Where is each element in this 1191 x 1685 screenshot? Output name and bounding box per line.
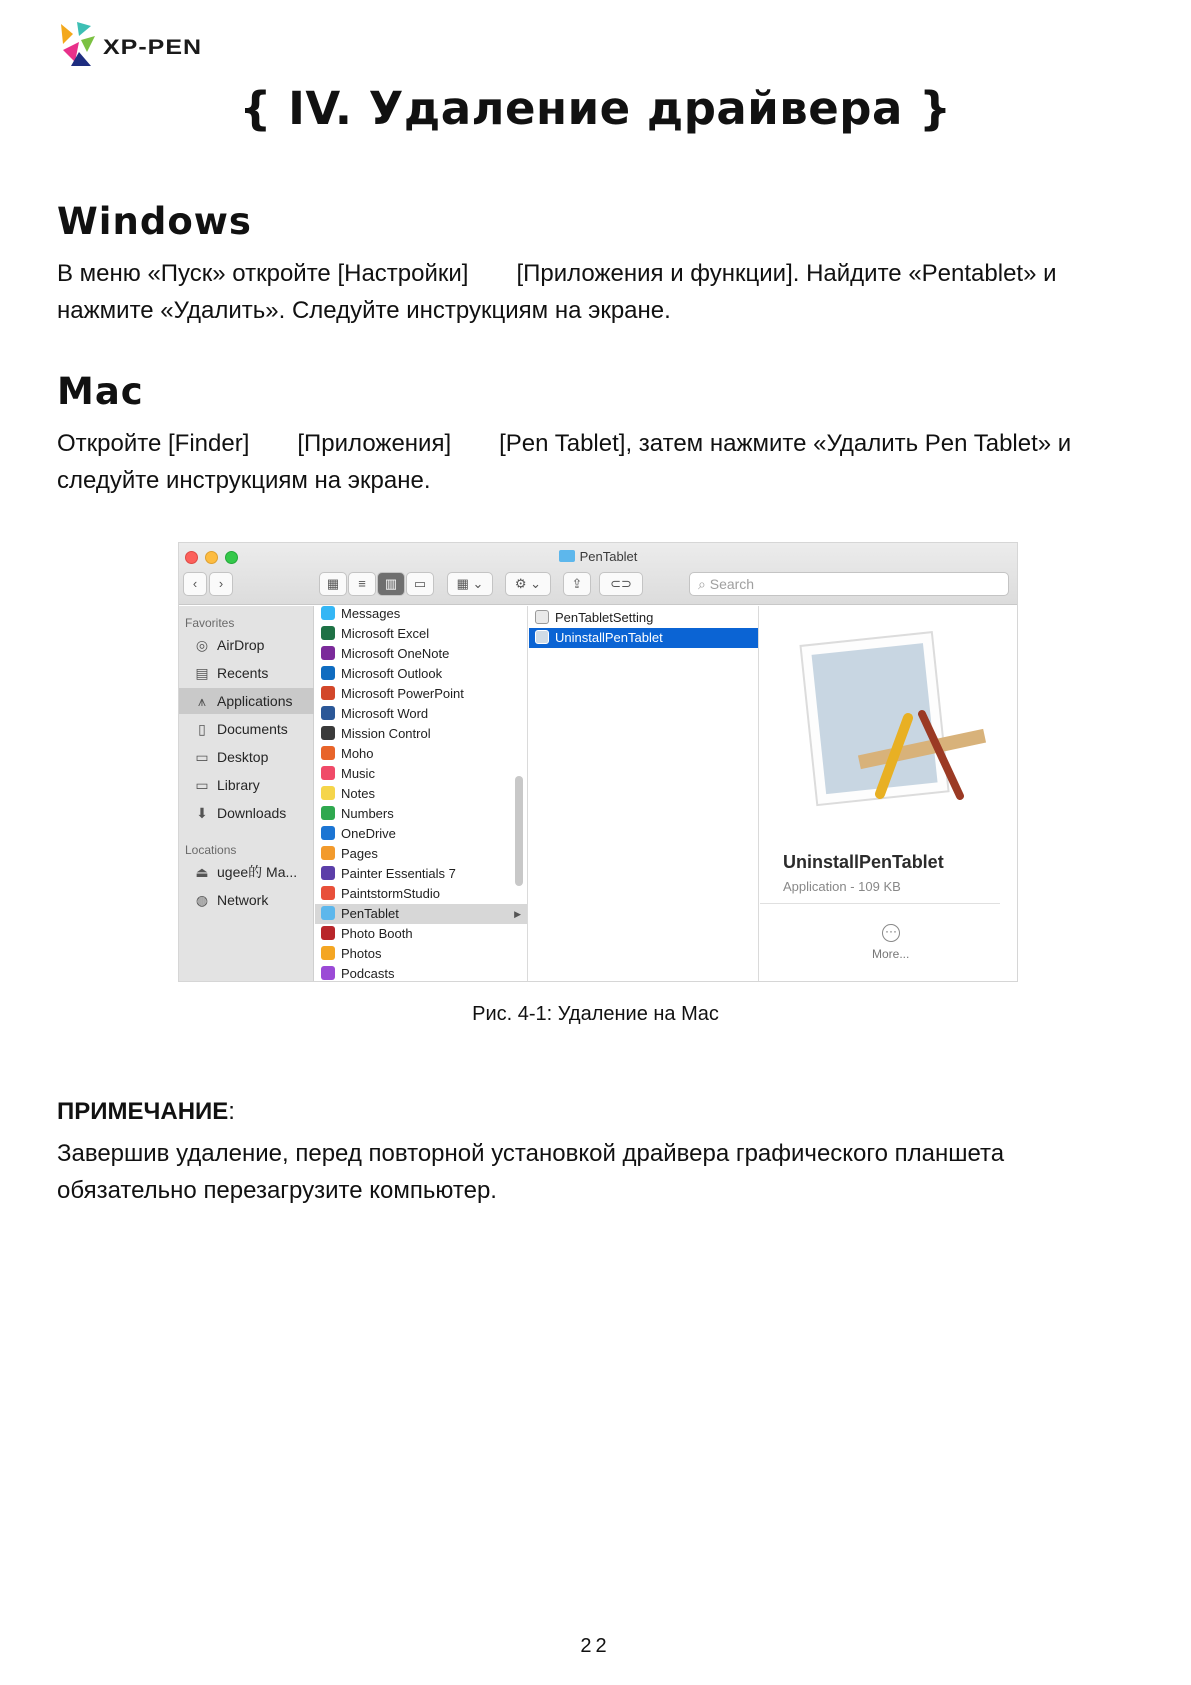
mac-instructions	[57, 425, 1142, 499]
sidebar-item-recents[interactable]	[179, 660, 314, 686]
app-row[interactable]	[315, 904, 527, 924]
share-icon: ⇪	[571, 576, 583, 591]
download-icon: ⬇	[196, 805, 208, 821]
page-title: { IV. Удаление драйвера }	[239, 82, 952, 135]
app-icon	[321, 786, 335, 800]
app-icon	[321, 606, 335, 620]
action-button[interactable]	[505, 572, 551, 596]
app-row[interactable]	[315, 864, 527, 884]
app-label: Podcasts	[341, 966, 395, 981]
sidebar-item-label: Library	[217, 777, 260, 793]
preview-name: UninstallPenTablet	[783, 852, 944, 872]
figure-caption: Рис. 4-1: Удаление на Mac	[472, 1003, 719, 1025]
forward-button[interactable]	[209, 572, 233, 596]
column-view-button[interactable]	[377, 572, 405, 596]
mac-text-3: [Pen Tablet], затем нажмите «Удалить Pen Tablet» и	[499, 430, 1072, 457]
sidebar-item-desktop[interactable]	[179, 744, 314, 770]
app-row[interactable]	[315, 644, 527, 664]
uninstall-app-icon	[535, 630, 549, 644]
sidebar-item-downloads[interactable]	[179, 800, 314, 826]
app-row[interactable]	[315, 606, 527, 624]
mac-text-2: [Приложения]	[297, 430, 452, 457]
sidebar-item-label: Downloads	[217, 805, 287, 821]
window-title	[179, 549, 1017, 564]
share-button[interactable]	[563, 572, 591, 596]
app-icon	[321, 846, 335, 860]
more-label[interactable]: More...	[872, 947, 910, 961]
app-row[interactable]	[315, 964, 527, 982]
note-line-2: обязательно перезагрузите компьютер.	[57, 1177, 497, 1204]
file-pentabletsetting[interactable]	[529, 608, 758, 628]
preview-pane	[760, 606, 1018, 982]
app-label: Photo Booth	[341, 926, 413, 941]
app-icon	[321, 946, 335, 960]
app-row[interactable]	[315, 924, 527, 944]
sidebar-item-applications[interactable]	[179, 688, 314, 714]
note-text	[57, 1135, 1142, 1209]
mac-text-4: следуйте инструкциям на экране.	[57, 467, 431, 494]
app-row[interactable]	[315, 844, 527, 864]
group-icon: ▦ ⌄	[456, 576, 484, 591]
app-label: Numbers	[341, 806, 394, 821]
sidebar-item-network[interactable]	[179, 887, 314, 913]
app-label: Moho	[341, 746, 374, 761]
drive-icon: ⏏	[195, 864, 209, 880]
app-row[interactable]	[315, 824, 527, 844]
window-title-text: PenTablet	[579, 549, 638, 564]
sidebar-item-label: Documents	[217, 721, 288, 737]
file-label: PenTabletSetting	[555, 610, 654, 625]
pentablet-column	[529, 606, 759, 982]
clock-icon: ▤	[195, 665, 209, 681]
app-icon	[321, 746, 335, 760]
file-label: UninstallPenTablet	[555, 630, 663, 645]
app-icon	[321, 806, 335, 820]
columns-icon: ▥	[384, 576, 398, 591]
app-icon	[321, 626, 335, 640]
mac-heading: Mac	[57, 370, 144, 413]
list-view-button[interactable]	[348, 572, 376, 596]
back-button[interactable]	[183, 572, 207, 596]
sidebar-item-label: Desktop	[217, 749, 269, 765]
sidebar-item-library[interactable]	[179, 772, 314, 798]
app-row[interactable]	[315, 804, 527, 824]
app-row[interactable]	[315, 724, 527, 744]
app-row[interactable]	[315, 784, 527, 804]
sidebar-item-label: Network	[217, 892, 269, 908]
app-label: Notes	[341, 786, 375, 801]
app-icon	[321, 906, 335, 920]
sidebar-item-label: Applications	[217, 693, 293, 709]
app-row[interactable]	[315, 764, 527, 784]
app-label: Messages	[341, 606, 401, 621]
sidebar-item-drive[interactable]	[179, 859, 314, 885]
windows-text-2: [Приложения и функции]. Найдите «Pentablet» и	[516, 260, 1057, 287]
app-label: Microsoft Outlook	[341, 666, 443, 681]
tag-icon: ⊂⊃	[610, 576, 632, 591]
document-icon: ▯	[198, 721, 206, 737]
file-uninstallpentablet[interactable]	[529, 628, 758, 648]
airdrop-icon: ◎	[195, 637, 209, 653]
folder-icon: ▭	[195, 777, 209, 793]
chevron-left-icon: ‹	[192, 576, 198, 591]
chevron-right-icon: ›	[218, 576, 224, 591]
app-row[interactable]	[315, 744, 527, 764]
app-icon	[321, 706, 335, 720]
gallery-icon: ▭	[413, 576, 427, 591]
sidebar-item-airdrop[interactable]	[179, 632, 314, 658]
finder-toolbar	[179, 543, 1017, 605]
applications-icon: ⩚	[198, 693, 206, 709]
app-label: Music	[341, 766, 375, 781]
finder-screenshot	[178, 542, 1018, 982]
xp-pen-logo-icon	[57, 22, 97, 68]
preview-divider	[760, 903, 1000, 904]
app-icon	[321, 826, 335, 840]
logo-text: XP-PEN	[103, 35, 203, 59]
app-label: Microsoft Excel	[341, 626, 430, 641]
app-icon	[321, 926, 335, 940]
windows-heading: Windows	[57, 200, 252, 243]
favorites-label: Favorites	[185, 616, 235, 630]
search-placeholder: Search	[709, 576, 755, 592]
preview-meta: Application - 109 KB	[783, 879, 901, 894]
app-icon	[321, 726, 335, 740]
group-button[interactable]	[447, 572, 493, 596]
sidebar-item-documents[interactable]	[179, 716, 314, 742]
app-icon	[321, 886, 335, 900]
app-row[interactable]	[315, 624, 527, 644]
note-colon: :	[228, 1098, 235, 1125]
app-label: Microsoft PowerPoint	[341, 686, 464, 701]
search-icon: ⌕	[698, 576, 706, 592]
sidebar-item-label: AirDrop	[217, 637, 265, 653]
windows-instructions	[57, 255, 1142, 329]
app-label: Pages	[341, 846, 378, 861]
app-icon	[321, 966, 335, 980]
note-label: ПРИМЕЧАНИЕ	[57, 1098, 229, 1125]
icon-view-button[interactable]	[319, 572, 347, 596]
folder-icon	[559, 550, 575, 562]
app-label: Photos	[341, 946, 382, 961]
setting-app-icon	[535, 610, 549, 624]
app-row[interactable]	[315, 684, 527, 704]
note-heading	[57, 1098, 235, 1126]
sidebar-item-label: Recents	[217, 665, 269, 681]
app-icon	[321, 766, 335, 780]
applications-column	[315, 606, 528, 982]
list-icon: ≡	[358, 576, 366, 591]
desktop-icon: ▭	[195, 749, 209, 765]
app-icon	[321, 686, 335, 700]
sidebar-item-label: ugee的 Ma...	[217, 864, 298, 880]
scrollbar[interactable]	[515, 776, 523, 886]
mac-text-1: Откройте [Finder]	[57, 430, 250, 457]
grid-icon: ▦	[326, 576, 340, 591]
app-label: PenTablet	[341, 906, 399, 921]
app-label: Painter Essentials 7	[341, 866, 456, 881]
tag-button[interactable]	[599, 572, 643, 596]
globe-icon: ◍	[195, 892, 209, 908]
app-icon	[321, 666, 335, 680]
locations-label: Locations	[185, 843, 237, 857]
disclosure-arrow-icon: ▶	[514, 909, 521, 919]
windows-text-1: В меню «Пуск» откройте [Настройки]	[57, 260, 469, 287]
app-row[interactable]	[315, 884, 527, 904]
xp-pen-logo	[57, 22, 237, 68]
gallery-view-button[interactable]	[406, 572, 434, 596]
gear-icon: ⚙ ⌄	[514, 576, 542, 591]
app-preview-icon	[790, 618, 990, 818]
more-icon[interactable]: ···	[882, 924, 900, 942]
app-row[interactable]	[315, 944, 527, 964]
app-row[interactable]	[315, 664, 527, 684]
search-input[interactable]	[689, 572, 1009, 596]
app-icon	[321, 646, 335, 660]
app-label: PaintstormStudio	[341, 886, 440, 901]
finder-sidebar	[179, 606, 314, 982]
windows-text-3: нажмите «Удалить». Следуйте инструкциям на экране.	[57, 297, 671, 324]
app-label: Mission Control	[341, 726, 431, 741]
note-line-1: Завершив удаление, перед повторной установкой драйвера графического планшета	[57, 1140, 1005, 1167]
app-icon	[321, 866, 335, 880]
app-label: OneDrive	[341, 826, 396, 841]
app-label: Microsoft Word	[341, 706, 429, 721]
app-row[interactable]	[315, 704, 527, 724]
page-number: 22	[580, 1635, 611, 1657]
app-label: Microsoft OneNote	[341, 646, 450, 661]
